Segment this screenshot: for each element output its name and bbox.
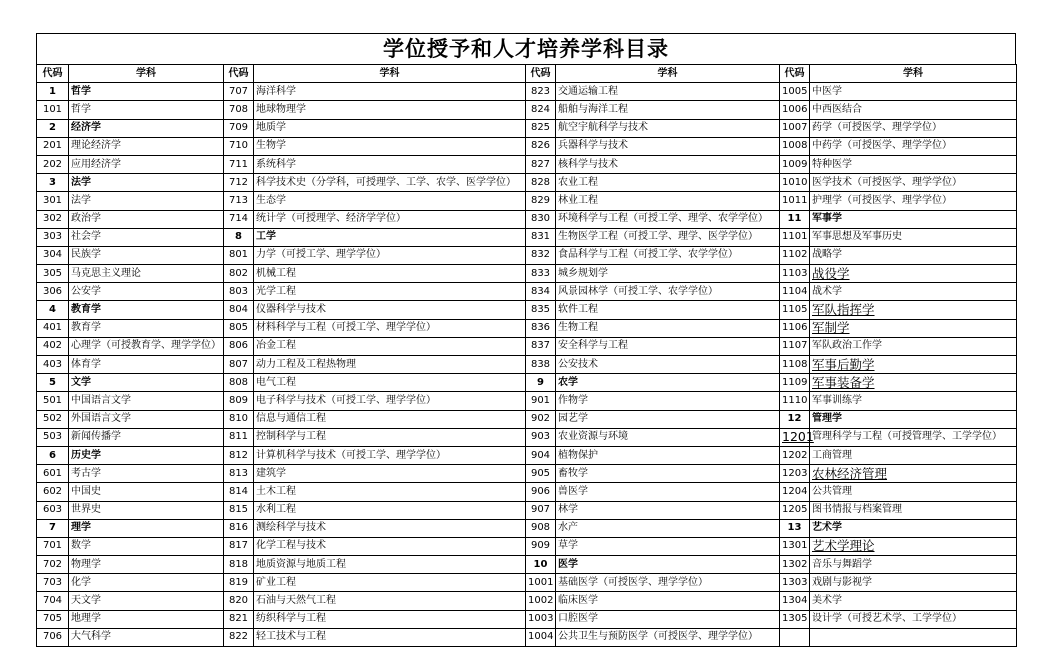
table-row	[37, 301, 1017, 319]
subject-code: 826	[526, 137, 556, 155]
subject-code: 602	[37, 483, 69, 501]
subject-code: 820	[224, 592, 254, 610]
subject-name: 哲学	[69, 83, 224, 101]
subject-name: 社会学	[69, 228, 224, 246]
subject-name: 植物保护	[556, 446, 780, 464]
header-code: 代码	[526, 65, 556, 83]
subject-name: 外国语言文学	[69, 410, 224, 428]
subject-code: 1302	[780, 556, 810, 574]
subject-code: 1204	[780, 483, 810, 501]
subject-name: 教育学	[69, 319, 224, 337]
table-row	[37, 137, 1017, 155]
header-code: 代码	[224, 65, 254, 83]
table-body	[37, 83, 1017, 647]
subject-name: 轻工技术与工程	[254, 628, 526, 646]
subject-code: 906	[526, 483, 556, 501]
subject-code: 825	[526, 119, 556, 137]
subject-code: 816	[224, 519, 254, 537]
subject-name: 城乡规划学	[556, 265, 780, 283]
subject-name: 核科学与技术	[556, 155, 780, 173]
subject-name: 地质资源与地质工程	[254, 556, 526, 574]
subject-name: 力学（可授工学、理学学位）	[254, 246, 526, 264]
subject-name: 特种医学	[810, 155, 1017, 173]
subject-code: 1010	[780, 174, 810, 192]
subject-name: 地球物理学	[254, 101, 526, 119]
subject-code: 1304	[780, 592, 810, 610]
subject-name: 统计学（可授理学、经济学学位）	[254, 210, 526, 228]
subject-code: 1006	[780, 101, 810, 119]
subject-name: 音乐与舞蹈学	[810, 556, 1017, 574]
subject-name: 生物工程	[556, 319, 780, 337]
subject-code: 1002	[526, 592, 556, 610]
catalog-sheet	[36, 33, 1016, 647]
subject-name: 交通运输工程	[556, 83, 780, 101]
subject-code: 1102	[780, 246, 810, 264]
subject-name: 民族学	[69, 246, 224, 264]
subject-name: 管理科学与工程（可授管理学、工学学位）	[810, 428, 1017, 446]
subject-name: 工学	[254, 228, 526, 246]
subject-name: 中医学	[810, 83, 1017, 101]
subject-code: 706	[37, 628, 69, 646]
table-row	[37, 374, 1017, 392]
subject-name: 军队政治工作学	[810, 337, 1017, 355]
table-row	[37, 246, 1017, 264]
subject-name: 中国史	[69, 483, 224, 501]
subject-name: 军制学	[810, 319, 1017, 337]
subject-code: 834	[526, 283, 556, 301]
subject-code: 1004	[526, 628, 556, 646]
subject-name: 计算机科学与技术（可授工学、理学学位）	[254, 446, 526, 464]
subject-name: 科学技术史（分学科，可授理学、工学、农学、医学学位）	[254, 174, 526, 192]
subject-name: 中药学（可授医学、理学学位）	[810, 137, 1017, 155]
subject-code: 835	[526, 301, 556, 319]
subject-code: 1205	[780, 501, 810, 519]
subject-code: 401	[37, 319, 69, 337]
subject-name: 石油与天然气工程	[254, 592, 526, 610]
subject-name: 军事思想及军事历史	[810, 228, 1017, 246]
subject-name: 水利工程	[254, 501, 526, 519]
subject-name: 农学	[556, 374, 780, 392]
subject-name: 园艺学	[556, 410, 780, 428]
subject-code: 1301	[780, 537, 810, 555]
subject-code: 901	[526, 392, 556, 410]
subject-name: 工商管理	[810, 446, 1017, 464]
subject-code: 10	[526, 556, 556, 574]
subject-name: 水产	[556, 519, 780, 537]
subject-code: 1110	[780, 392, 810, 410]
subject-code: 708	[224, 101, 254, 119]
subject-name: 天文学	[69, 592, 224, 610]
subject-name: 兵器科学与技术	[556, 137, 780, 155]
table-row	[37, 537, 1017, 555]
subject-code: 902	[526, 410, 556, 428]
page-title: 学位授予和人才培养学科目录	[36, 33, 1016, 64]
subject-name: 电气工程	[254, 374, 526, 392]
subject-code: 812	[224, 446, 254, 464]
subject-code: 201	[37, 137, 69, 155]
subject-code: 714	[224, 210, 254, 228]
subject-name: 船舶与海洋工程	[556, 101, 780, 119]
subject-name: 医学技术（可授医学、理学学位）	[810, 174, 1017, 192]
subject-code: 705	[37, 610, 69, 628]
subject-code: 601	[37, 465, 69, 483]
subject-code: 1103	[780, 265, 810, 283]
subject-name: 软件工程	[556, 301, 780, 319]
subject-name: 法学	[69, 192, 224, 210]
subject-code: 1105	[780, 301, 810, 319]
subject-code: 1009	[780, 155, 810, 173]
subject-name: 理学	[69, 519, 224, 537]
subject-name: 林业工程	[556, 192, 780, 210]
subject-code: 815	[224, 501, 254, 519]
subject-code: 713	[224, 192, 254, 210]
table-row	[37, 628, 1017, 646]
subject-code: 907	[526, 501, 556, 519]
subject-code: 3	[37, 174, 69, 192]
subject-code: 4	[37, 301, 69, 319]
subject-name: 仪器科学与技术	[254, 301, 526, 319]
subject-name	[810, 628, 1017, 646]
subject-name: 地理学	[69, 610, 224, 628]
subject-code: 828	[526, 174, 556, 192]
subject-code: 402	[37, 337, 69, 355]
subject-name: 图书情报与档案管理	[810, 501, 1017, 519]
subject-code: 101	[37, 101, 69, 119]
subject-name: 航空宇航科学与技术	[556, 119, 780, 137]
subject-code: 1007	[780, 119, 810, 137]
table-row	[37, 265, 1017, 283]
table-row	[37, 483, 1017, 501]
subject-code: 1	[37, 83, 69, 101]
subject-name: 矿业工程	[254, 574, 526, 592]
subject-code: 9	[526, 374, 556, 392]
subject-code: 1011	[780, 192, 810, 210]
subject-name: 中国语言文学	[69, 392, 224, 410]
subject-name: 设计学（可授艺术学、工学学位）	[810, 610, 1017, 628]
subject-code: 1005	[780, 83, 810, 101]
subject-name: 草学	[556, 537, 780, 555]
table-row	[37, 574, 1017, 592]
subject-code: 1303	[780, 574, 810, 592]
subject-code: 305	[37, 265, 69, 283]
subject-name: 地质学	[254, 119, 526, 137]
subject-code: 833	[526, 265, 556, 283]
subject-code: 818	[224, 556, 254, 574]
subject-code: 1001	[526, 574, 556, 592]
header-subject: 学科	[69, 65, 224, 83]
subject-code: 811	[224, 428, 254, 446]
subject-code: 819	[224, 574, 254, 592]
subject-name: 数学	[69, 537, 224, 555]
subject-code: 712	[224, 174, 254, 192]
subject-code: 5	[37, 374, 69, 392]
subject-code: 822	[224, 628, 254, 646]
subject-name: 兽医学	[556, 483, 780, 501]
subject-name: 化学	[69, 574, 224, 592]
subject-code: 1101	[780, 228, 810, 246]
subject-code: 806	[224, 337, 254, 355]
subject-name: 战术学	[810, 283, 1017, 301]
subject-code: 807	[224, 356, 254, 374]
subject-code: 1305	[780, 610, 810, 628]
subject-code: 303	[37, 228, 69, 246]
subject-code: 808	[224, 374, 254, 392]
subject-name: 战役学	[810, 265, 1017, 283]
subject-name: 基础医学（可授医学、理学学位）	[556, 574, 780, 592]
subject-code: 704	[37, 592, 69, 610]
subject-name: 环境科学与工程（可授工学、理学、农学学位）	[556, 210, 780, 228]
subject-code: 302	[37, 210, 69, 228]
subject-code	[780, 628, 810, 646]
subject-code: 805	[224, 319, 254, 337]
subject-code: 823	[526, 83, 556, 101]
subject-name: 电子科学与技术（可授工学、理学学位）	[254, 392, 526, 410]
subject-name: 军队指挥学	[810, 301, 1017, 319]
subject-name: 戏剧与影视学	[810, 574, 1017, 592]
table-row	[37, 101, 1017, 119]
subject-name: 农林经济管理	[810, 465, 1017, 483]
subject-code: 810	[224, 410, 254, 428]
table-row	[37, 228, 1017, 246]
subject-name: 新闻传播学	[69, 428, 224, 446]
subject-code: 801	[224, 246, 254, 264]
subject-name: 军事装备学	[810, 374, 1017, 392]
subject-code: 821	[224, 610, 254, 628]
header-subject: 学科	[810, 65, 1017, 83]
header-row	[37, 65, 1017, 83]
subject-name: 安全科学与工程	[556, 337, 780, 355]
subject-code: 804	[224, 301, 254, 319]
subject-code: 306	[37, 283, 69, 301]
subject-name: 中西医结合	[810, 101, 1017, 119]
table-row	[37, 119, 1017, 137]
subject-code: 701	[37, 537, 69, 555]
table-row	[37, 465, 1017, 483]
subject-code: 1203	[780, 465, 810, 483]
subject-name: 临床医学	[556, 592, 780, 610]
table-row	[37, 519, 1017, 537]
header-code: 代码	[37, 65, 69, 83]
subject-code: 1109	[780, 374, 810, 392]
subject-code: 301	[37, 192, 69, 210]
subject-code: 1106	[780, 319, 810, 337]
subject-code: 8	[224, 228, 254, 246]
subject-code: 711	[224, 155, 254, 173]
table-row	[37, 410, 1017, 428]
table-row	[37, 356, 1017, 374]
subject-name: 生物医学工程（可授工学、理学、医学学位）	[556, 228, 780, 246]
subject-name: 生物学	[254, 137, 526, 155]
subject-name: 公共卫生与预防医学（可授医学、理学学位）	[556, 628, 780, 646]
subject-name: 军事训练学	[810, 392, 1017, 410]
subject-name: 土木工程	[254, 483, 526, 501]
subject-name: 政治学	[69, 210, 224, 228]
subject-code: 836	[526, 319, 556, 337]
subject-code: 809	[224, 392, 254, 410]
subject-code: 703	[37, 574, 69, 592]
subject-code: 1104	[780, 283, 810, 301]
subject-name: 光学工程	[254, 283, 526, 301]
subject-code: 817	[224, 537, 254, 555]
subject-name: 公安学	[69, 283, 224, 301]
subject-name: 历史学	[69, 446, 224, 464]
subject-name: 机械工程	[254, 265, 526, 283]
table-row	[37, 428, 1017, 446]
subject-code: 13	[780, 519, 810, 537]
subject-name: 生态学	[254, 192, 526, 210]
subject-name: 信息与通信工程	[254, 410, 526, 428]
subject-name: 农业工程	[556, 174, 780, 192]
table-row	[37, 610, 1017, 628]
subject-code: 403	[37, 356, 69, 374]
subject-name: 口腔医学	[556, 610, 780, 628]
subject-code: 802	[224, 265, 254, 283]
subject-name: 畜牧学	[556, 465, 780, 483]
subject-code: 905	[526, 465, 556, 483]
subject-name: 管理学	[810, 410, 1017, 428]
subject-code: 904	[526, 446, 556, 464]
subject-name: 农业资源与环境	[556, 428, 780, 446]
subject-name: 体育学	[69, 356, 224, 374]
subject-code: 1008	[780, 137, 810, 155]
subject-code: 838	[526, 356, 556, 374]
subject-code: 501	[37, 392, 69, 410]
header-subject: 学科	[556, 65, 780, 83]
table-row	[37, 319, 1017, 337]
subject-name: 文学	[69, 374, 224, 392]
subject-code: 908	[526, 519, 556, 537]
subject-name: 动力工程及工程热物理	[254, 356, 526, 374]
subject-name: 美术学	[810, 592, 1017, 610]
subject-name: 考古学	[69, 465, 224, 483]
subject-name: 艺术学	[810, 519, 1017, 537]
subject-name: 世界史	[69, 501, 224, 519]
subject-name: 建筑学	[254, 465, 526, 483]
subject-name: 海洋科学	[254, 83, 526, 101]
subject-code: 909	[526, 537, 556, 555]
subject-code: 603	[37, 501, 69, 519]
subject-code: 837	[526, 337, 556, 355]
subject-code: 813	[224, 465, 254, 483]
subject-code: 1107	[780, 337, 810, 355]
table-row	[37, 501, 1017, 519]
subject-code: 702	[37, 556, 69, 574]
header-code: 代码	[780, 65, 810, 83]
subject-name: 护理学（可授医学、理学学位）	[810, 192, 1017, 210]
table-row	[37, 337, 1017, 355]
subject-code: 830	[526, 210, 556, 228]
subject-code: 803	[224, 283, 254, 301]
subject-name: 理论经济学	[69, 137, 224, 155]
subject-code: 707	[224, 83, 254, 101]
table-row	[37, 592, 1017, 610]
subject-code: 12	[780, 410, 810, 428]
subject-name: 化学工程与技术	[254, 537, 526, 555]
subject-name: 材料科学与工程（可授工学、理学学位）	[254, 319, 526, 337]
table-row	[37, 210, 1017, 228]
subject-code: 832	[526, 246, 556, 264]
subject-code: 2	[37, 119, 69, 137]
subject-name: 公安技术	[556, 356, 780, 374]
subject-name: 测绘科学与技术	[254, 519, 526, 537]
subject-code: 829	[526, 192, 556, 210]
subject-name: 纺织科学与工程	[254, 610, 526, 628]
subject-name: 大气科学	[69, 628, 224, 646]
table-row	[37, 155, 1017, 173]
subject-code: 7	[37, 519, 69, 537]
subject-name: 公共管理	[810, 483, 1017, 501]
table-row	[37, 174, 1017, 192]
table-row	[37, 392, 1017, 410]
subject-code: 304	[37, 246, 69, 264]
subject-name: 马克思主义理论	[69, 265, 224, 283]
subject-name: 医学	[556, 556, 780, 574]
table-row	[37, 283, 1017, 301]
table-row	[37, 83, 1017, 101]
subject-name: 控制科学与工程	[254, 428, 526, 446]
subject-table	[36, 64, 1017, 647]
subject-code: 11	[780, 210, 810, 228]
subject-code: 1108	[780, 356, 810, 374]
subject-code: 903	[526, 428, 556, 446]
subject-name: 物理学	[69, 556, 224, 574]
subject-name: 军事后勤学	[810, 356, 1017, 374]
subject-name: 林学	[556, 501, 780, 519]
subject-code: 1202	[780, 446, 810, 464]
subject-name: 药学（可授医学、理学学位）	[810, 119, 1017, 137]
subject-code: 827	[526, 155, 556, 173]
subject-name: 教育学	[69, 301, 224, 319]
subject-name: 应用经济学	[69, 155, 224, 173]
subject-name: 经济学	[69, 119, 224, 137]
subject-code: 824	[526, 101, 556, 119]
table-row	[37, 556, 1017, 574]
subject-name: 军事学	[810, 210, 1017, 228]
subject-name: 心理学（可授教育学、理学学位）	[69, 337, 224, 355]
subject-code: 502	[37, 410, 69, 428]
subject-name: 作物学	[556, 392, 780, 410]
subject-name: 战略学	[810, 246, 1017, 264]
subject-name: 冶金工程	[254, 337, 526, 355]
subject-name: 食品科学与工程（可授工学、农学学位）	[556, 246, 780, 264]
subject-name: 风景园林学（可授工学、农学学位）	[556, 283, 780, 301]
subject-code: 6	[37, 446, 69, 464]
subject-name: 艺术学理论	[810, 537, 1017, 555]
table-row	[37, 192, 1017, 210]
subject-code: 202	[37, 155, 69, 173]
subject-name: 法学	[69, 174, 224, 192]
subject-code: 710	[224, 137, 254, 155]
subject-code: 503	[37, 428, 69, 446]
subject-code: 709	[224, 119, 254, 137]
subject-code: 1003	[526, 610, 556, 628]
subject-code: 831	[526, 228, 556, 246]
subject-name: 系统科学	[254, 155, 526, 173]
table-row	[37, 446, 1017, 464]
header-subject: 学科	[254, 65, 526, 83]
subject-name: 哲学	[69, 101, 224, 119]
subject-code: 814	[224, 483, 254, 501]
subject-code: 1201	[780, 428, 810, 446]
